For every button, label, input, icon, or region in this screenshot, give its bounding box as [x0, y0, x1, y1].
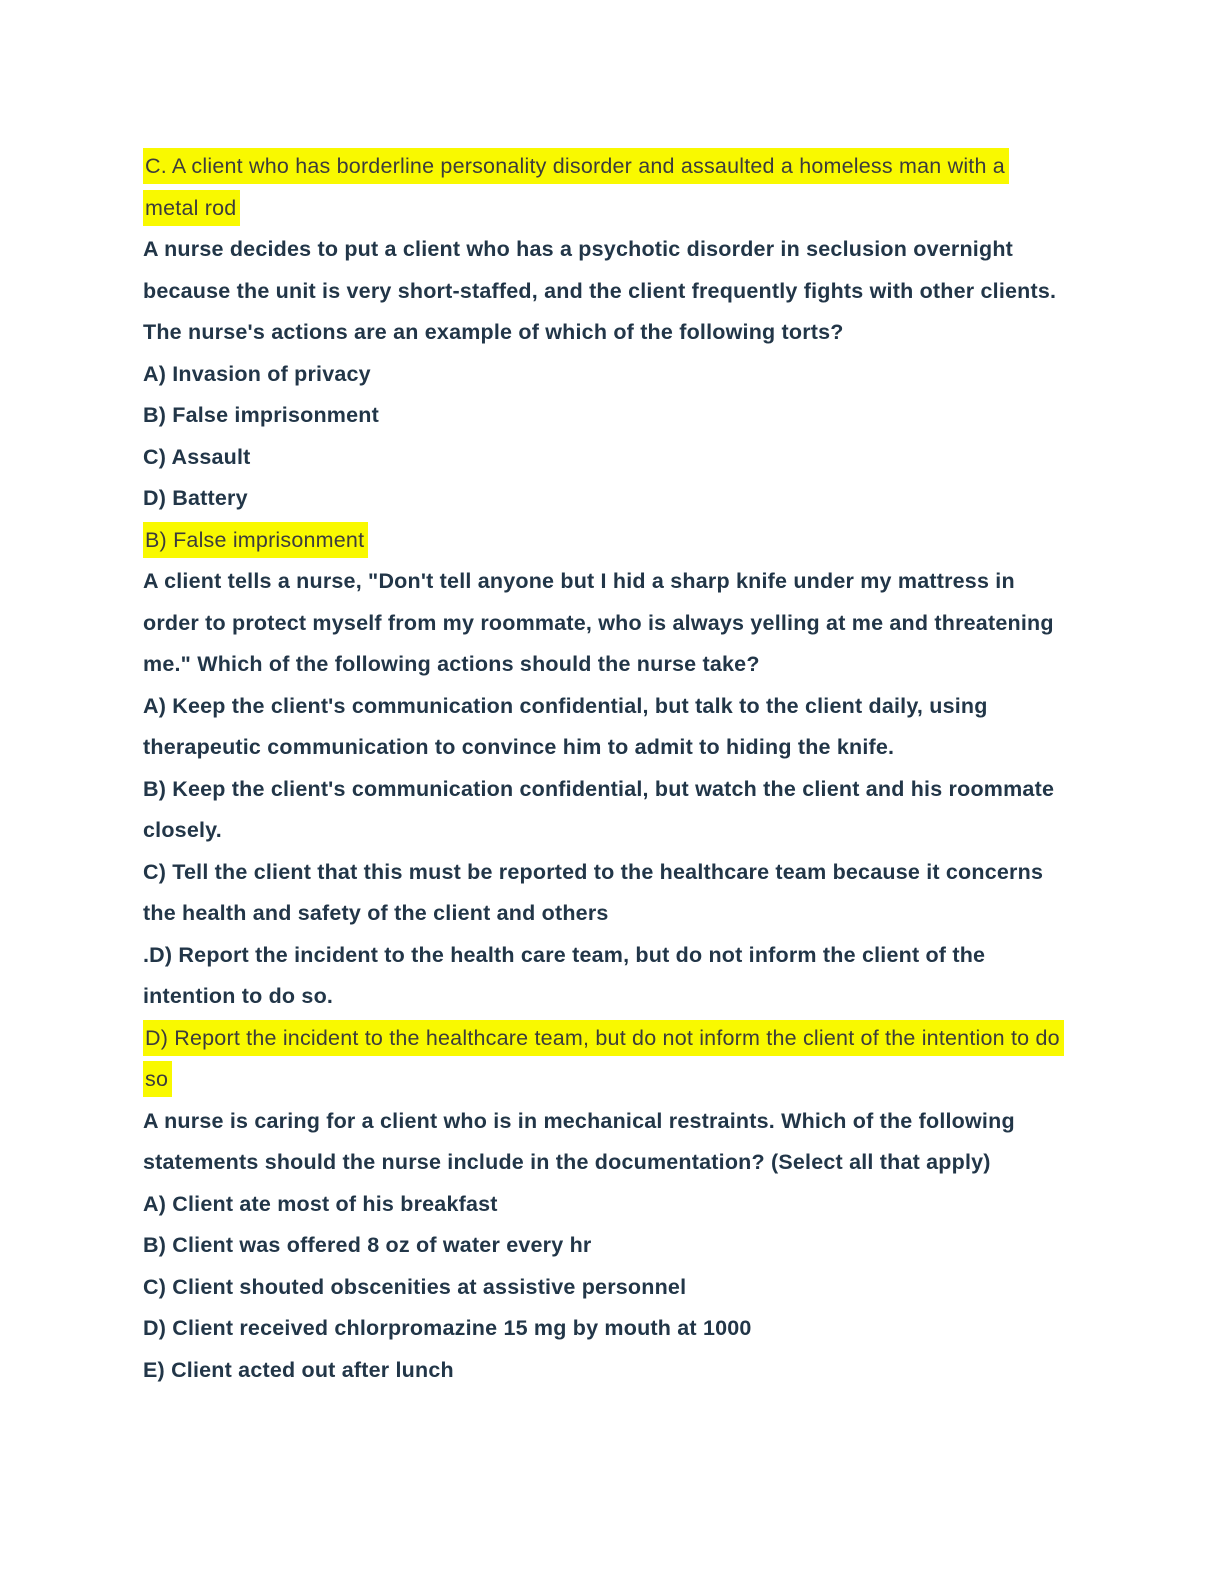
text-block: A) Client ate most of his breakfast	[143, 1191, 498, 1216]
text-block: C) Tell the client that this must be reported to the healthcare team because it concerns the health and safety of the client and others	[143, 859, 1044, 925]
document-body	[143, 146, 1060, 1391]
text-block: A nurse is caring for a client who is in mechanical restraints. Which of the following statements should the nurse include in the documentation? (Select all that apply)	[143, 1108, 1015, 1174]
text-block: A) Keep the client's communication confidential, but talk to the client daily, using therapeutic communication to convince him to admit to hiding the knife.	[143, 693, 988, 759]
text-block: D) Client received chlorpromazine 15 mg by mouth at 1000	[143, 1316, 752, 1340]
highlighted-answer	[143, 146, 1060, 229]
text-block: A) Invasion of privacy	[143, 361, 371, 386]
text-block: A nurse decides to put a client who has a psychotic disorder in seclusion overnight because the unit is very short-staffed, and the client frequently fights with other clients. The nurse's actions are an example of which of the following torts?	[143, 237, 1057, 344]
highlighted-answer	[143, 520, 1060, 562]
highlighted-text: C. A client who has borderline personality disorder and assaulted a homeless man with a metal rod	[143, 148, 1009, 226]
text-block: .D) Report the incident to the health care team, but do not inform the client of the intention to do so.	[143, 942, 986, 1008]
text-block: B) Client was offered 8 oz of water every hr	[143, 1233, 592, 1257]
text-block: A client tells a nurse, "Don't tell anyone but I hid a sharp knife under my mattress in order to protect myself from my roommate, who is always yelling at me and threatening me." Which of the following actions should the nurse take?	[143, 569, 1054, 676]
text-block: C) Client shouted obscenities at assistive personnel	[143, 1274, 687, 1299]
highlighted-text: D) Report the incident to the healthcare team, but do not inform the client of the intention to do so	[143, 1020, 1064, 1098]
text-block: B) Keep the client's communication confidential, but watch the client and his roommate closely.	[143, 776, 1055, 842]
text-block: D) Battery	[143, 486, 248, 510]
highlighted-answer	[143, 1018, 1060, 1101]
text-block: B) False imprisonment	[143, 403, 379, 427]
text-block: E) Client acted out after lunch	[143, 1357, 454, 1382]
text-block: C) Assault	[143, 444, 251, 469]
highlighted-text: B) False imprisonment	[143, 522, 368, 558]
